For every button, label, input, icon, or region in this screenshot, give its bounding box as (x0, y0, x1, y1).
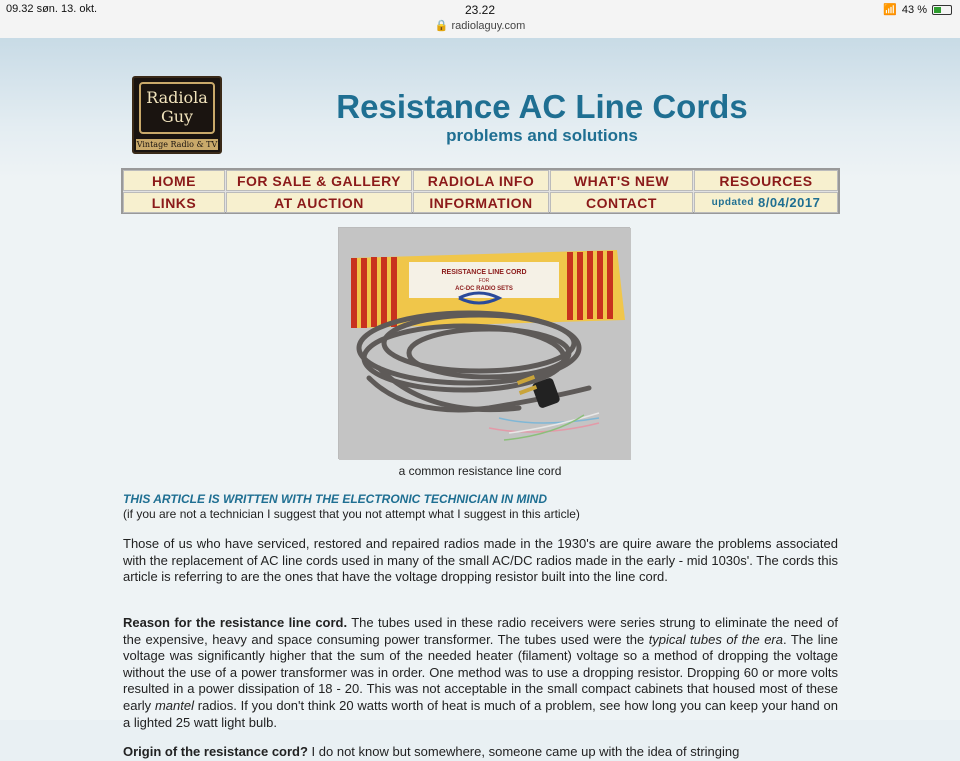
technician-notice (123, 492, 843, 521)
nav-at-auction[interactable]: AT AUCTION (226, 192, 412, 213)
logo-text-2: Guy (160, 107, 194, 126)
lock-icon: 🔒 (434, 20, 449, 32)
article-paragraph-1: Those of us who have serviced, restored and repaired radios made in the 1930's are quire aware the problems associated with the replacement of AC line cords used in many of the small AC/DC radios made in the early - mid 1030s'. The cords this article is referring to are the ones that have the voltage dropping resistor built into the line cord. (123, 536, 838, 585)
paragraph-heading: Reason for the resistance line cord. (123, 615, 348, 630)
nav-information[interactable]: INFORMATION (413, 192, 549, 213)
battery-percent: 43 % (901, 3, 927, 16)
nav-links[interactable]: LINKS (123, 192, 225, 213)
logo-text-1: Radiola (146, 88, 208, 107)
main-nav (121, 168, 840, 214)
nav-contact[interactable]: CONTACT (550, 192, 693, 213)
site-logo[interactable] (132, 76, 222, 154)
updated-value: 8/04/2017 (758, 195, 821, 210)
status-date: 09.32 søn. 13. okt. (6, 3, 98, 15)
paragraph-text: The tubes used in these radio receivers were series strung to eliminate the need of the expensive, heavy and space consuming power transformer. The tubes used were the (123, 615, 838, 647)
battery-icon (932, 5, 952, 15)
status-bar (0, 0, 960, 38)
box-label-2: FOR (478, 278, 490, 284)
box-label-1: RESISTANCE LINE CORD (441, 269, 527, 276)
status-icons (883, 3, 952, 16)
nav-home[interactable]: HOME (123, 170, 225, 191)
photo-caption: a common resistance line cord (398, 464, 562, 478)
wifi-icon: 📶 (883, 4, 897, 16)
nav-radiola-info[interactable]: RADIOLA INFO (413, 170, 549, 191)
paragraph-emphasis: typical tubes of the era (648, 631, 783, 647)
line-cord-photo (338, 227, 630, 459)
status-time: 23.22 (464, 3, 496, 17)
notice-subtext: (if you are not a technician I suggest that you not attempt what I suggest in this article) (123, 507, 580, 521)
notice-title: THIS ARTICLE IS WRITTEN WITH THE ELECTRONIC TECHNICIAN IN MIND (123, 492, 547, 506)
paragraph-heading: Origin of the resistance cord? (123, 744, 308, 759)
box-label-3: AC-DC RADIO SETS (455, 286, 513, 292)
article-paragraph-2 (123, 615, 838, 731)
paragraph-text: radios. If you don't think 20 watts worth of heat is much of a problem, see how long you can keep your hand on a lighted 25 watt light bulb. (123, 697, 838, 730)
line-cord-illustration (339, 228, 631, 460)
nav-for-sale-gallery[interactable]: FOR SALE & GALLERY (226, 170, 412, 191)
address-bar[interactable] (0, 19, 960, 32)
paragraph-text: . The line voltage was significantly higher that the sum of the needed heater (filament) voltage so a method of dropping the voltage without the use of a power transformer was in order. One method was to use a dropping resistor. Dropping 60 or more volts resulted in a power dissipation of 18 - 20. This was not acceptable in the small compact cabinets that housed most of these early (123, 631, 838, 713)
paragraph-text: I do not know but somewhere, someone came up with the idea of stringing (307, 744, 740, 759)
updated-date (694, 192, 838, 213)
logo-tagline: Vintage Radio & TV (136, 140, 218, 149)
url-text: radiolaguy.com (451, 20, 526, 32)
nav-whats-new[interactable]: WHAT'S NEW (550, 170, 693, 191)
web-page (0, 38, 960, 759)
nav-resources[interactable]: RESOURCES (694, 170, 838, 191)
article-paragraph-3 (123, 744, 838, 761)
paragraph-emphasis: mantel (154, 697, 194, 713)
page-subtitle: problems and solutions (446, 126, 638, 145)
page-title: Resistance AC Line Cords (336, 88, 748, 125)
updated-label: updated (711, 197, 755, 208)
